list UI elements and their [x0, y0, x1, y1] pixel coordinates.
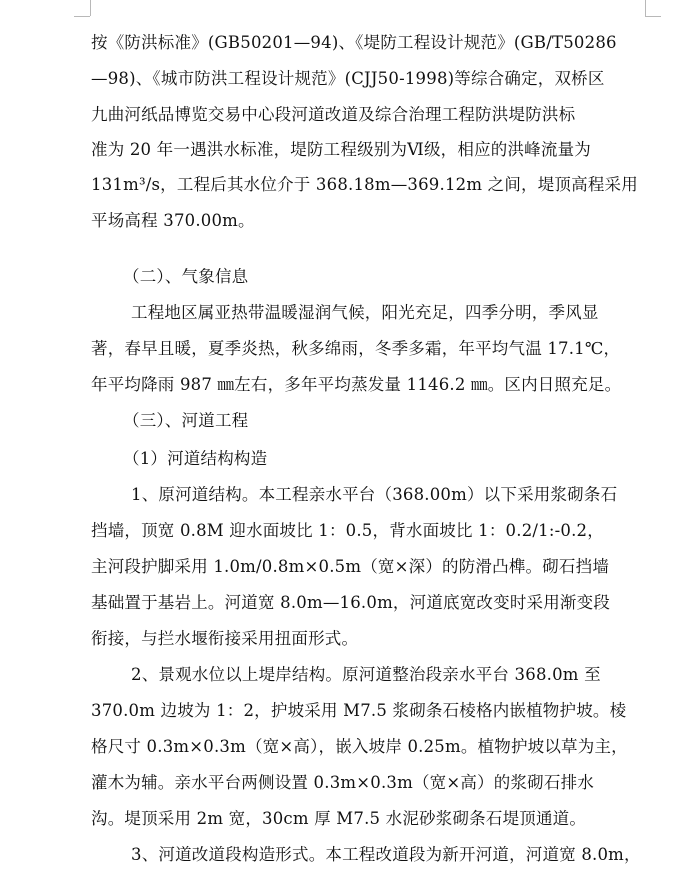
margin-corner-mark: [645, 16, 661, 17]
paragraph-line: 著，春早且暖，夏季炎热，秋多绵雨，冬季多霜，年平均气温 17.1℃，: [91, 339, 621, 358]
paragraph-line: 2、景观水位以上堤岸结构。原河道整治段亲水平台 368.0m 至: [131, 665, 601, 684]
paragraph-line: 370.0m 边坡为 1：2，护坡采用 M7.5 浆砌条石棱格内嵌植物护坡。棱: [91, 701, 627, 720]
paragraph-line: 平场高程 370.00m。: [91, 211, 255, 230]
paragraph-line: 衔接，与拦水堰衔接采用扭面形式。: [91, 629, 359, 648]
paragraph-line: 按《防洪标准》(GB50201—94)、《堤防工程设计规范》(GB/T50286: [91, 33, 617, 52]
margin-corner-mark: [90, 0, 91, 16]
paragraph-line: 3、河道改道段构造形式。本工程改道段为新开河道，河道宽 8.0m，: [131, 845, 641, 864]
paragraph-line: —98)、《城市防洪工程设计规范》(CJJ50-1998)等综合确定，双桥区: [91, 69, 605, 88]
paragraph-line: 工程地区属亚热带温暖湿润气候，阳光充足，四季分明，季风显: [131, 303, 599, 322]
paragraph-line: 131m³/s，工程后其水位介于 368.18m—369.12m 之间，堤顶高程采用: [91, 175, 638, 194]
paragraph-line: 灌木为辅。亲水平台两侧设置 0.3m×0.3m（宽×高）的浆砌石排水: [91, 773, 594, 792]
paragraph-line: 1、原河道结构。本工程亲水平台（368.00m）以下采用浆砌条石: [131, 485, 618, 504]
subsection-heading: （1）河道结构构造: [123, 449, 268, 468]
paragraph-line: 主河段护脚采用 1.0m/0.8m×0.5m（宽×深）的防滑凸榫。砌石挡墙: [91, 557, 610, 576]
paragraph-line: 沟。堤顶采用 2m 宽，30cm 厚 M7.5 水泥砂浆砌条石堤顶通道。: [91, 809, 587, 828]
paragraph-line: 挡墙，顶宽 0.8M 迎水面坡比 1：0.5，背水面坡比 1：0.2/1:-0.2，: [91, 521, 604, 540]
paragraph-line: 九曲河纸品博览交易中心段河道改道及综合治理工程防洪堤防洪标: [91, 105, 576, 124]
section-heading: （二）、气象信息: [123, 267, 249, 286]
paragraph-line: 准为 20 年一遇洪水标准，堤防工程级别为Ⅵ级，相应的洪峰流量为: [91, 140, 591, 159]
paragraph-line: 基础置于基岩上。河道宽 8.0m—16.0m，河道底宽改变时采用渐变段: [91, 593, 611, 612]
paragraph-line: 格尺寸 0.3m×0.3m（宽×高），嵌入坡岸 0.25m。植物护坡以草为主，: [91, 737, 628, 756]
margin-corner-mark: [74, 16, 90, 17]
paragraph-line: 年平均降雨 987 ㎜左右，多年平均蒸发量 1146.2 ㎜。区内日照充足。: [91, 375, 622, 394]
margin-corner-mark: [645, 0, 646, 16]
section-heading: （三）、河道工程: [123, 411, 249, 430]
